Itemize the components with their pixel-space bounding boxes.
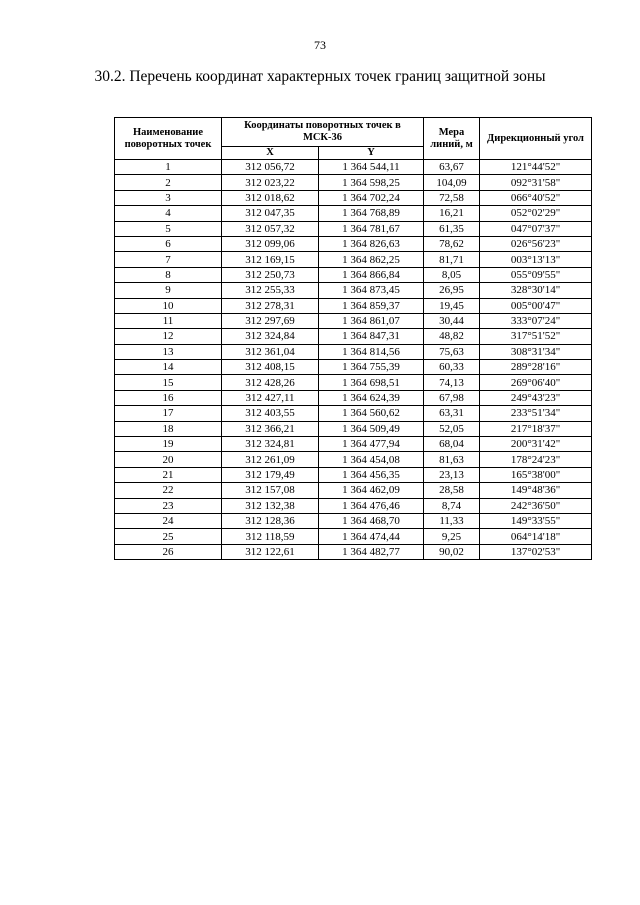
cell-line-length: 23,13: [424, 467, 480, 482]
cell-line-length: 63,67: [424, 160, 480, 175]
cell-y: 1 364 544,11: [319, 160, 424, 175]
cell-line-length: 75,63: [424, 344, 480, 359]
cell-x: 312 118,59: [222, 529, 319, 544]
cell-x: 312 408,15: [222, 360, 319, 375]
cell-direction-angle: 333°07'24": [480, 313, 592, 328]
cell-point-number: 2: [115, 175, 222, 190]
cell-direction-angle: 003°13'13": [480, 252, 592, 267]
cell-y: 1 364 560,62: [319, 406, 424, 421]
cell-point-number: 12: [115, 329, 222, 344]
cell-x: 312 428,26: [222, 375, 319, 390]
table-row: [115, 406, 592, 421]
cell-direction-angle: 269°06'40": [480, 375, 592, 390]
cell-line-length: 81,63: [424, 452, 480, 467]
header-point-name: Наименование поворотных точек: [115, 118, 222, 160]
cell-y: 1 364 768,89: [319, 206, 424, 221]
cell-direction-angle: 066°40'52": [480, 190, 592, 205]
cell-x: 312 278,31: [222, 298, 319, 313]
cell-point-number: 4: [115, 206, 222, 221]
cell-direction-angle: 055°09'55": [480, 267, 592, 282]
cell-direction-angle: 233°51'34": [480, 406, 592, 421]
cell-y: 1 364 598,25: [319, 175, 424, 190]
cell-line-length: 11,33: [424, 513, 480, 528]
cell-line-length: 30,44: [424, 313, 480, 328]
cell-x: 312 023,22: [222, 175, 319, 190]
header-y: Y: [319, 147, 424, 160]
cell-y: 1 364 847,31: [319, 329, 424, 344]
cell-direction-angle: 047°07'37": [480, 221, 592, 236]
cell-line-length: 61,35: [424, 221, 480, 236]
cell-point-number: 20: [115, 452, 222, 467]
cell-line-length: 104,09: [424, 175, 480, 190]
cell-x: 312 324,84: [222, 329, 319, 344]
table-row: [115, 329, 592, 344]
cell-x: 312 427,11: [222, 390, 319, 405]
cell-x: 312 157,08: [222, 483, 319, 498]
table-row: [115, 544, 592, 559]
cell-direction-angle: 121°44'52": [480, 160, 592, 175]
header-direction-angle: Дирекционный угол: [480, 118, 592, 160]
cell-x: 312 250,73: [222, 267, 319, 282]
table-row: [115, 421, 592, 436]
cell-point-number: 25: [115, 529, 222, 544]
cell-direction-angle: 217°18'37": [480, 421, 592, 436]
table-row: [115, 206, 592, 221]
cell-y: 1 364 474,44: [319, 529, 424, 544]
table-row: [115, 375, 592, 390]
cell-line-length: 8,05: [424, 267, 480, 282]
cell-direction-angle: 149°48'36": [480, 483, 592, 498]
cell-point-number: 22: [115, 483, 222, 498]
cell-line-length: 74,13: [424, 375, 480, 390]
table-row: [115, 190, 592, 205]
cell-x: 312 056,72: [222, 160, 319, 175]
table-row: [115, 390, 592, 405]
table-row: [115, 437, 592, 452]
cell-line-length: 60,33: [424, 360, 480, 375]
table-body: [115, 160, 592, 560]
cell-point-number: 1: [115, 160, 222, 175]
cell-point-number: 3: [115, 190, 222, 205]
table-row: [115, 467, 592, 482]
table-row: [115, 344, 592, 359]
cell-y: 1 364 476,46: [319, 498, 424, 513]
table-row: [115, 175, 592, 190]
cell-point-number: 14: [115, 360, 222, 375]
cell-direction-angle: 149°33'55": [480, 513, 592, 528]
cell-point-number: 17: [115, 406, 222, 421]
cell-x: 312 018,62: [222, 190, 319, 205]
cell-line-length: 90,02: [424, 544, 480, 559]
cell-line-length: 28,58: [424, 483, 480, 498]
cell-x: 312 057,32: [222, 221, 319, 236]
table-row: [115, 360, 592, 375]
cell-point-number: 15: [115, 375, 222, 390]
page-number: 73: [314, 38, 326, 52]
cell-point-number: 13: [115, 344, 222, 359]
table-row: [115, 513, 592, 528]
cell-x: 312 361,04: [222, 344, 319, 359]
cell-point-number: 11: [115, 313, 222, 328]
cell-x: 312 179,49: [222, 467, 319, 482]
cell-y: 1 364 698,51: [319, 375, 424, 390]
cell-point-number: 23: [115, 498, 222, 513]
cell-y: 1 364 814,56: [319, 344, 424, 359]
cell-y: 1 364 624,39: [319, 390, 424, 405]
cell-point-number: 6: [115, 236, 222, 251]
table-row: [115, 313, 592, 328]
cell-direction-angle: 249°43'23": [480, 390, 592, 405]
cell-line-length: 67,98: [424, 390, 480, 405]
cell-y: 1 364 866,84: [319, 267, 424, 282]
coordinates-table: [114, 117, 592, 560]
cell-y: 1 364 862,25: [319, 252, 424, 267]
cell-direction-angle: 200°31'42": [480, 437, 592, 452]
cell-point-number: 8: [115, 267, 222, 282]
cell-point-number: 24: [115, 513, 222, 528]
cell-y: 1 364 859,37: [319, 298, 424, 313]
cell-line-length: 26,95: [424, 283, 480, 298]
cell-y: 1 364 462,09: [319, 483, 424, 498]
cell-x: 312 261,09: [222, 452, 319, 467]
cell-line-length: 81,71: [424, 252, 480, 267]
table-row: [115, 267, 592, 282]
cell-direction-angle: 289°28'16": [480, 360, 592, 375]
header-line-length: Мера линий, м: [424, 118, 480, 160]
table-row: [115, 298, 592, 313]
cell-point-number: 21: [115, 467, 222, 482]
cell-x: 312 132,38: [222, 498, 319, 513]
cell-point-number: 10: [115, 298, 222, 313]
cell-y: 1 364 468,70: [319, 513, 424, 528]
cell-direction-angle: 064°14'18": [480, 529, 592, 544]
table-row: [115, 498, 592, 513]
cell-y: 1 364 509,49: [319, 421, 424, 436]
cell-y: 1 364 873,45: [319, 283, 424, 298]
cell-line-length: 78,62: [424, 236, 480, 251]
cell-y: 1 364 755,39: [319, 360, 424, 375]
cell-direction-angle: 242°36'50": [480, 498, 592, 513]
cell-x: 312 047,35: [222, 206, 319, 221]
cell-x: 312 297,69: [222, 313, 319, 328]
cell-line-length: 19,45: [424, 298, 480, 313]
cell-x: 312 122,61: [222, 544, 319, 559]
table-row: [115, 529, 592, 544]
cell-line-length: 63,31: [424, 406, 480, 421]
cell-direction-angle: 308°31'34": [480, 344, 592, 359]
cell-x: 312 324,81: [222, 437, 319, 452]
cell-x: 312 255,33: [222, 283, 319, 298]
cell-x: 312 169,15: [222, 252, 319, 267]
table-row: [115, 221, 592, 236]
table-row: [115, 452, 592, 467]
table-row: [115, 283, 592, 298]
cell-direction-angle: 137°02'53": [480, 544, 592, 559]
cell-point-number: 19: [115, 437, 222, 452]
cell-y: 1 364 482,77: [319, 544, 424, 559]
cell-line-length: 68,04: [424, 437, 480, 452]
cell-x: 312 366,21: [222, 421, 319, 436]
cell-y: 1 364 477,94: [319, 437, 424, 452]
document-title: 30.2. Перечень координат характерных точек границ защитной зоны: [94, 68, 546, 85]
cell-direction-angle: 165°38'00": [480, 467, 592, 482]
cell-point-number: 26: [115, 544, 222, 559]
cell-y: 1 364 454,08: [319, 452, 424, 467]
cell-line-length: 16,21: [424, 206, 480, 221]
cell-point-number: 9: [115, 283, 222, 298]
cell-point-number: 16: [115, 390, 222, 405]
table-row: [115, 160, 592, 175]
cell-direction-angle: 052°02'29": [480, 206, 592, 221]
cell-line-length: 8,74: [424, 498, 480, 513]
cell-direction-angle: 026°56'23": [480, 236, 592, 251]
cell-y: 1 364 826,63: [319, 236, 424, 251]
cell-point-number: 18: [115, 421, 222, 436]
cell-x: 312 403,55: [222, 406, 319, 421]
cell-y: 1 364 781,67: [319, 221, 424, 236]
cell-y: 1 364 861,07: [319, 313, 424, 328]
cell-point-number: 7: [115, 252, 222, 267]
cell-direction-angle: 328°30'14": [480, 283, 592, 298]
cell-line-length: 72,58: [424, 190, 480, 205]
table-row: [115, 236, 592, 251]
cell-line-length: 48,82: [424, 329, 480, 344]
header-x: X: [222, 147, 319, 160]
cell-point-number: 5: [115, 221, 222, 236]
cell-direction-angle: 005°00'47": [480, 298, 592, 313]
header-coordinates: Координаты поворотных точек в МСК-36: [222, 118, 424, 147]
cell-direction-angle: 092°31'58": [480, 175, 592, 190]
cell-y: 1 364 702,24: [319, 190, 424, 205]
cell-x: 312 099,06: [222, 236, 319, 251]
cell-direction-angle: 178°24'23": [480, 452, 592, 467]
cell-x: 312 128,36: [222, 513, 319, 528]
table-row: [115, 483, 592, 498]
cell-y: 1 364 456,35: [319, 467, 424, 482]
cell-direction-angle: 317°51'52": [480, 329, 592, 344]
cell-line-length: 9,25: [424, 529, 480, 544]
table-row: [115, 252, 592, 267]
cell-line-length: 52,05: [424, 421, 480, 436]
